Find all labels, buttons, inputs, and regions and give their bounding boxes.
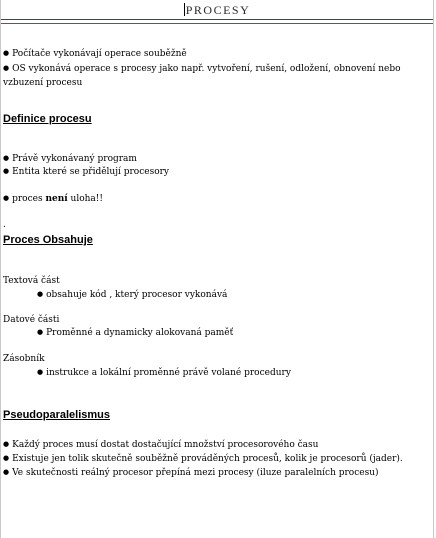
definice-bullet-2: ● Entita které se přidělují procesory [3,166,169,178]
heading-pseudo: Pseudoparalelismus [3,409,110,421]
text-cursor [184,3,185,16]
note-pre: proces [12,194,46,204]
title-rule-dark [1,23,433,24]
heading-obsahuje: Proces Obsahuje [3,234,93,246]
pseudo-bullet-1: ● Každý proces musí dostat dostačující množství procesorového času [3,439,318,451]
section-item-text: ● obsahuje kód , který procesor vykonává [37,289,227,301]
title-text: PROCESY [185,3,251,17]
intro-bullet-2-continuation: vzbuzení procesu [3,78,83,88]
note-post: uloha!! [67,194,104,204]
intro-bullet-1: ● Počítače vykonávají operace souběžně [3,48,187,60]
note-bold: není [45,194,68,204]
pseudo-bullet-3: ● Ve skutečnosti reálný procesor přepíná mezi procesy (iluze paralelních procesu) [3,467,379,479]
section-item-stack: ● instrukce a lokální proměnné právě volané procedury [37,367,291,379]
section-label-text: Textová část [3,276,60,286]
definice-bullet-1: ● Právě vykonávaný program [3,153,137,165]
title-rule-red [1,19,433,20]
stray-dot: . [3,220,6,230]
heading-definice: Definice procesu [3,113,92,125]
pseudo-bullet-2: ● Existuje jen tolik skutečně souběžně prováděných procesů, kolik je procesorů (jader). [3,453,403,465]
section-item-data: ● Proměnné a dynamicky alokovaná paměť [37,327,233,339]
intro-bullet-2: ● OS vykonává operace s procesy jako např. vytvoření, rušení, odložení, obnovení nebo [3,63,401,75]
section-label-data: Datové části [3,315,60,325]
definice-note [3,193,103,205]
page-title [1,3,433,18]
section-label-stack: Zásobník [3,354,45,364]
